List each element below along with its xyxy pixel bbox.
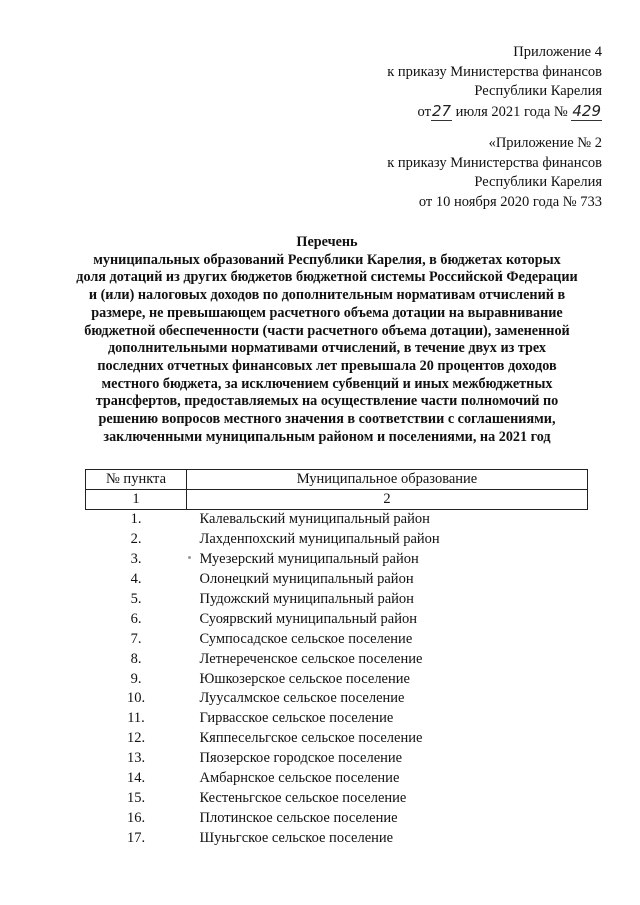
document-title	[52, 234, 602, 446]
municipalities-table	[85, 469, 588, 848]
row-number: 11.	[127, 710, 145, 727]
row-number: 10.	[126, 690, 146, 707]
row-number: 12.	[126, 730, 146, 747]
row-municipality: Суоярвский муниципальный район	[199, 610, 417, 627]
scan-speck	[188, 556, 191, 559]
row-municipality: Амбарнское сельское поселение	[199, 770, 400, 787]
title-line: решению вопросов местного значения в соответствии с соглашениями,	[98, 411, 556, 428]
row-number: 4.	[130, 571, 142, 588]
date-prefix: от	[417, 103, 431, 120]
title-heading: Перечень	[296, 234, 358, 250]
appendix-current-date-line	[387, 102, 602, 123]
table-row	[86, 828, 588, 848]
title-line: последних отчетных финансовых лет превышала 20 процентов доходов	[97, 357, 557, 374]
appendix-original-title: «Приложение № 2	[488, 135, 602, 151]
appendix-current-title: Приложение 4	[513, 44, 602, 60]
row-number: 5.	[130, 591, 142, 607]
row-municipality: Кестеньгское сельское поселение	[199, 789, 407, 806]
table-row	[86, 709, 588, 729]
row-municipality: Шуньгское сельское поселение	[199, 829, 394, 846]
title-line: доля дотаций из других бюджетов бюджетной системы Российской Федерации	[76, 269, 578, 286]
table-row	[86, 749, 588, 769]
row-municipality: Кяппесельгское сельское поселение	[199, 730, 423, 747]
row-municipality: Плотинское сельское поселение	[199, 809, 398, 826]
title-line: бюджетной обеспеченности (части расчетного объема дотации), замененной	[84, 322, 570, 339]
table-column-number-row	[86, 490, 588, 510]
date-rest: июля 2021 года №	[455, 103, 568, 120]
row-municipality: Пяозерское городское поселение	[199, 750, 403, 767]
handwritten-day: 27	[431, 101, 452, 120]
row-number: 13.	[126, 750, 146, 767]
table-row	[86, 689, 588, 709]
table-row	[86, 788, 588, 808]
table-row	[86, 669, 588, 689]
row-number: 1.	[130, 511, 142, 528]
row-number: 16.	[126, 809, 146, 826]
appendix-original-republic: Республики Карелия	[474, 174, 602, 190]
handwritten-number: 429	[572, 101, 601, 120]
table-row	[86, 769, 588, 789]
title-line: местного бюджета, за исключением субвенций и иных межбюджетных	[101, 375, 553, 392]
row-number: 2.	[130, 531, 142, 548]
row-number: 15.	[126, 789, 146, 806]
appendix-current	[387, 43, 602, 122]
table-header-row	[86, 470, 588, 490]
header-municipality: Муниципальное образование	[187, 470, 588, 490]
appendix-current-order: к приказу Министерства финансов	[387, 63, 602, 80]
row-municipality: Сумпосадское сельское поселение	[199, 630, 413, 647]
appendix-current-republic: Республики Карелия	[474, 83, 602, 99]
row-municipality: Калевальский муниципальный район	[199, 511, 430, 528]
row-number: 8.	[130, 650, 142, 667]
table-row	[86, 629, 588, 649]
row-number: 14.	[126, 770, 146, 787]
table-row	[86, 510, 588, 530]
table-row	[86, 530, 588, 550]
title-line: и (или) налоговых доходов по дополнительным нормативам отчислений в	[88, 287, 566, 304]
row-municipality: Луусалмское сельское поселение	[199, 690, 405, 707]
appendix-original-order: к приказу Министерства финансов	[387, 154, 602, 171]
table-row	[86, 590, 588, 610]
column-number-1: 1	[86, 490, 187, 510]
title-description	[52, 252, 602, 447]
header-number: № пункта	[86, 470, 187, 490]
row-municipality: Лахденпохский муниципальный район	[199, 531, 440, 548]
row-number: 3.	[130, 551, 142, 568]
row-municipality: Муезерский муниципальный район	[199, 551, 419, 568]
title-line: заключенными муниципальным районом и поселениями, на 2021 год	[103, 428, 551, 445]
table-row	[86, 729, 588, 749]
table-row	[86, 808, 588, 828]
table-body	[86, 510, 588, 849]
row-municipality: Юшкозерское сельское поселение	[199, 670, 410, 687]
appendix-original-date: от 10 ноября 2020 года № 733	[418, 193, 602, 210]
title-line: размере, не превышающем расчетного объема дотации на выравнивание	[91, 304, 563, 321]
row-municipality: Летнереченское сельское поселение	[199, 650, 423, 667]
row-number: 17.	[126, 829, 146, 846]
row-number: 7.	[130, 630, 142, 647]
title-line: муниципальных образований Республики Карелия, в бюджетах которых	[93, 251, 561, 268]
appendix-original	[387, 134, 602, 212]
table-row	[86, 609, 588, 629]
row-municipality: Олонецкий муниципальный район	[199, 571, 414, 588]
table-row	[86, 570, 588, 590]
title-line: дополнительными нормативами отчислений, в течение двух из трех	[107, 340, 547, 357]
title-line: трансфертов, предоставляемых на осуществление части полномочий по	[95, 393, 559, 410]
row-number: 9.	[130, 670, 142, 687]
column-number-2: 2	[187, 490, 588, 510]
row-number: 6.	[130, 610, 142, 627]
table-row	[86, 550, 588, 570]
row-municipality: Гирвасское сельское поселение	[199, 710, 394, 727]
row-municipality: Пудожский муниципальный район	[199, 591, 414, 607]
table-row	[86, 649, 588, 669]
